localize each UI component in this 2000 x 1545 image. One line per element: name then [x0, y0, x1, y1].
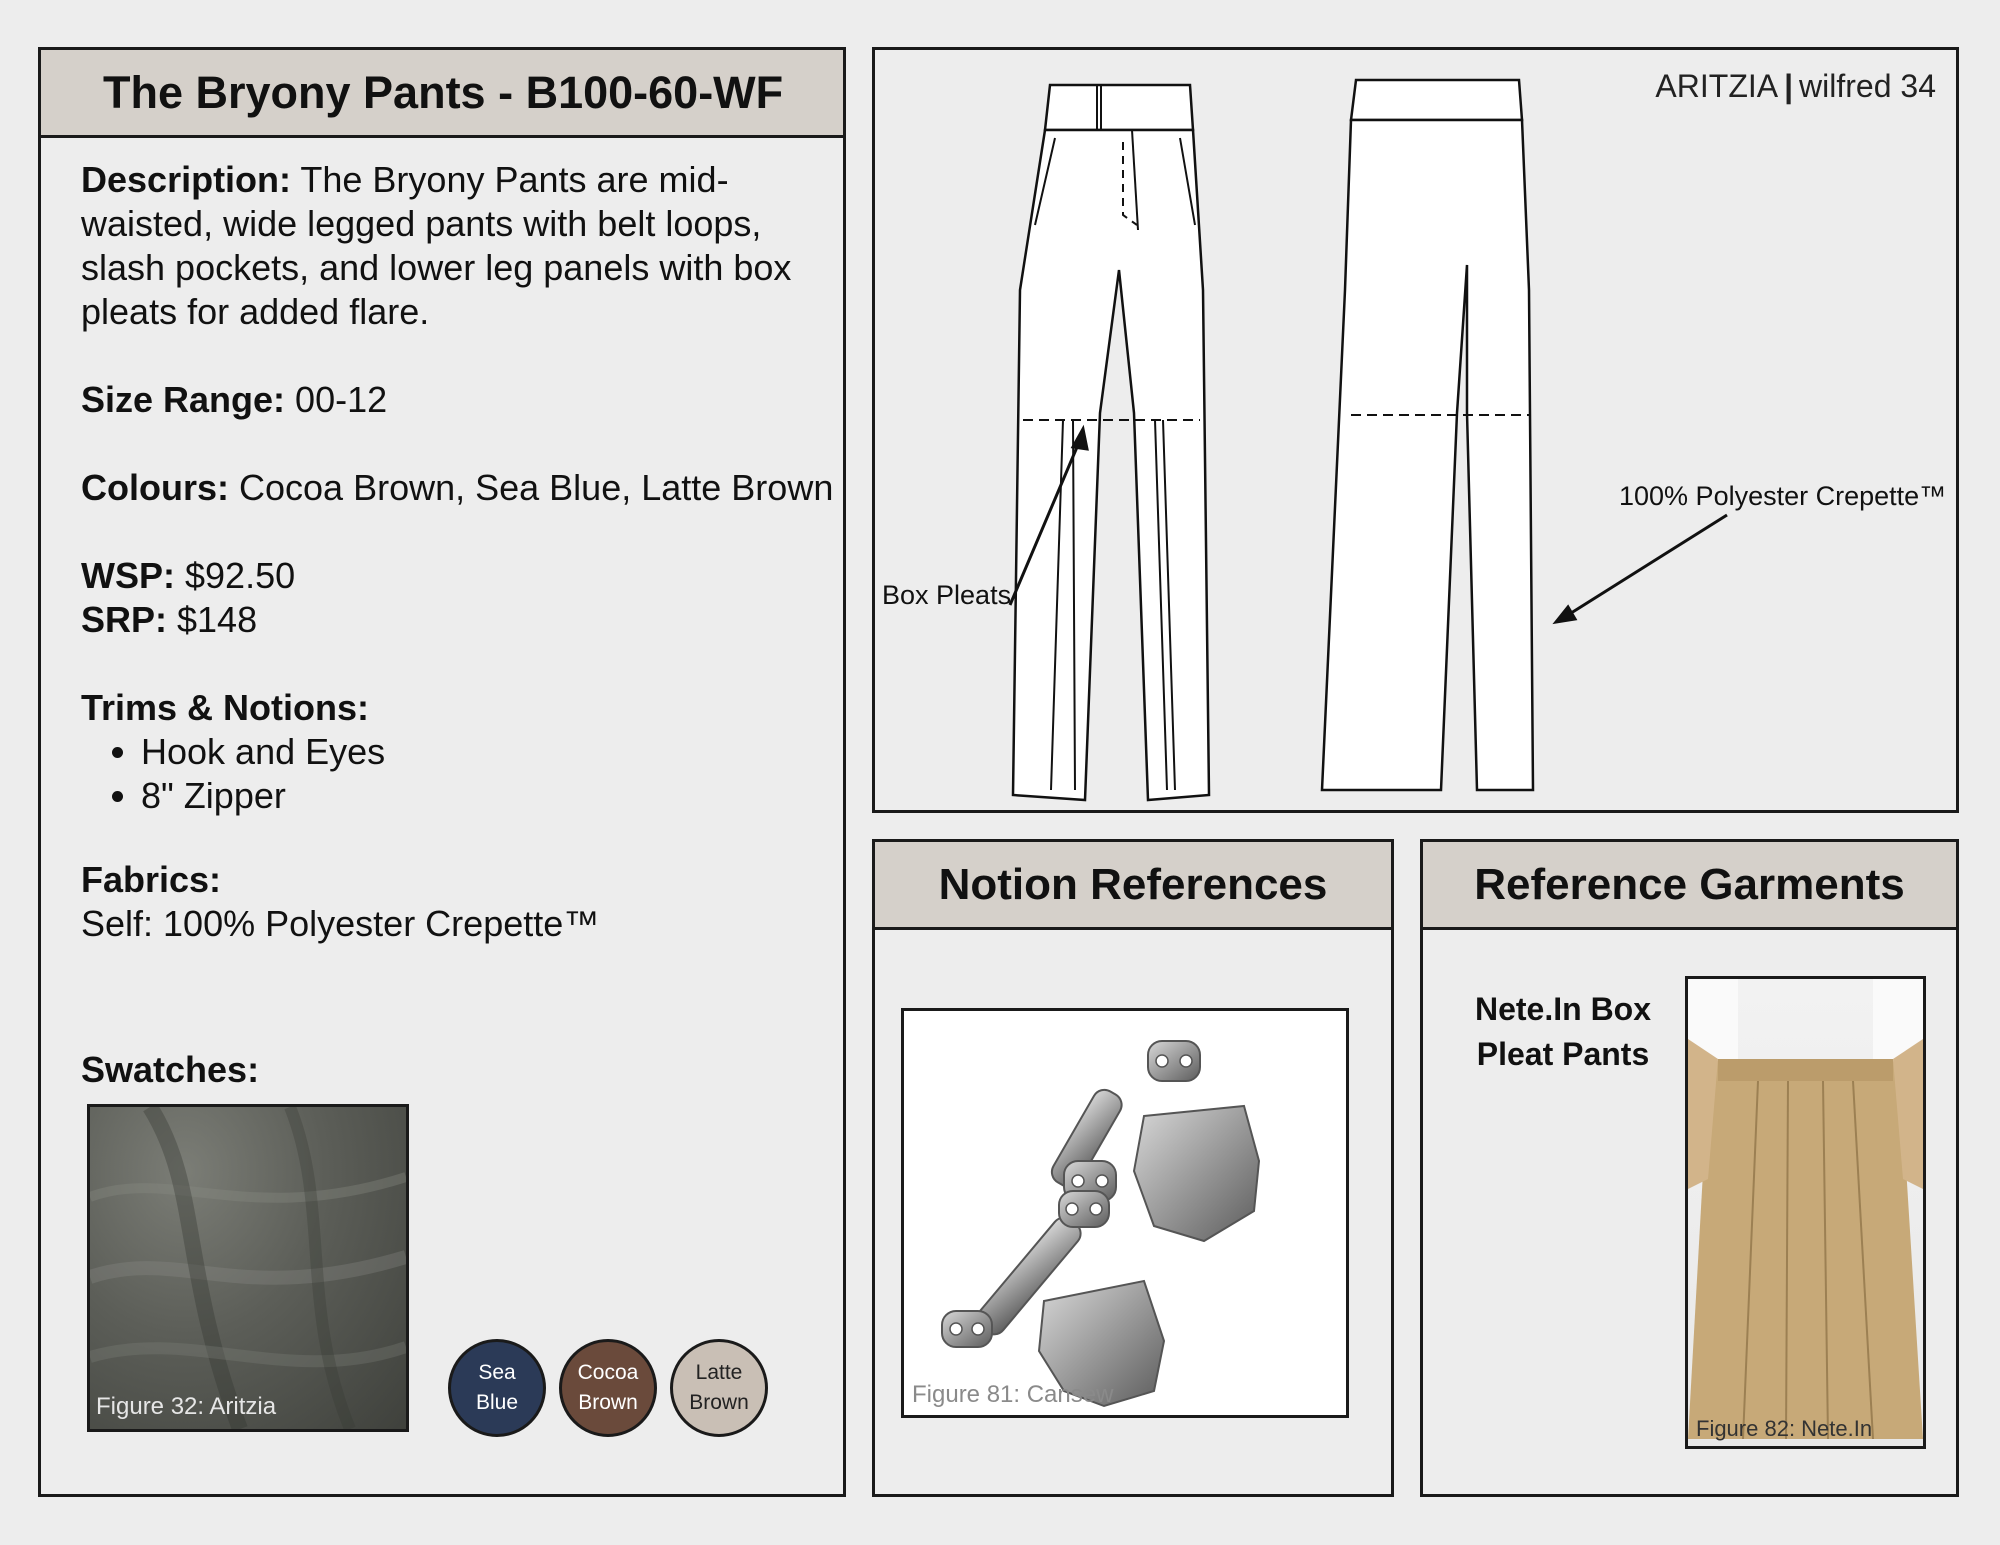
swatch-circle-latte-brown: Latte Brown	[670, 1339, 768, 1437]
trims-heading: Trims & Notions:	[81, 687, 370, 728]
wsp-value: $92.50	[175, 555, 296, 596]
sketch-panel	[872, 47, 1959, 813]
hook-and-eye-graphic	[904, 1011, 1346, 1415]
reference-garments-title: Reference Garments	[1423, 842, 1956, 930]
fabrics-value: Self: 100% Polyester Crepette™	[81, 903, 600, 944]
size-range-label: Size Range:	[81, 379, 286, 420]
colours-value: Cocoa Brown, Sea Blue, Latte Brown	[229, 467, 834, 508]
hook-and-eye-image	[901, 1008, 1349, 1418]
spec-body	[41, 138, 843, 1092]
callout-box-pleats: Box Pleats	[882, 580, 1012, 610]
description-label: Description:	[81, 159, 292, 200]
colours-label: Colours:	[81, 467, 229, 508]
swatch-circle-cocoa-brown: Cocoa Brown	[559, 1339, 657, 1437]
notion-references-panel	[872, 839, 1394, 1497]
fabrics-label	[81, 858, 843, 902]
swatches-label	[81, 1048, 843, 1092]
trims-list	[81, 730, 843, 818]
srp-label: SRP:	[81, 599, 168, 640]
list-item: • Hook and Eyes	[141, 730, 843, 774]
brand-separator: |	[1784, 68, 1794, 104]
wsp-label: WSP:	[81, 555, 175, 596]
page-title: The Bryony Pants - B100-60-WF	[41, 50, 843, 138]
trims-label	[81, 686, 843, 730]
description-text: The Bryony Pants are mid-waisted, wide legged pants with belt loops, slash pockets, and lower leg panels with box pleats for added flare.	[81, 159, 792, 332]
flat-sketch-graphic	[875, 50, 1956, 810]
reference-garment-image	[1685, 976, 1926, 1449]
sub-brand-name: wilfred 34	[1799, 68, 1936, 104]
brand-name: ARITZIA	[1655, 68, 1779, 104]
size-range-value: 00-12	[285, 379, 388, 420]
srp-value: $148	[167, 599, 258, 640]
notion-references-title: Notion References	[875, 842, 1391, 930]
swatches-heading: Swatches:	[81, 1049, 260, 1090]
pleat-pants-graphic	[1688, 979, 1923, 1446]
srp	[81, 598, 843, 642]
fabric-drape-graphic	[90, 1107, 406, 1429]
colours	[81, 466, 843, 510]
spec-panel	[38, 47, 846, 1497]
garment-figure-caption: Figure 82: Nete.In	[1696, 1416, 1873, 1441]
callout-fabric: 100% Polyester Crepette™	[1619, 481, 1947, 511]
reference-garment-name: Nete.In Box Pleat Pants	[1474, 991, 1652, 1072]
size-range	[81, 378, 843, 422]
swatch-circle-sea-blue: Sea Blue	[448, 1339, 546, 1437]
description	[81, 158, 843, 334]
fabric-swatch-image	[87, 1104, 409, 1432]
notion-figure-caption: Figure 81: Cansew	[912, 1381, 1114, 1408]
back-view-pants	[1322, 80, 1533, 790]
fabrics-heading: Fabrics:	[81, 859, 222, 900]
swatch-figure-caption: Figure 32: Aritzia	[96, 1393, 277, 1420]
wsp	[81, 554, 843, 598]
reference-garments-panel	[1420, 839, 1959, 1497]
list-item: • 8" Zipper	[141, 774, 843, 818]
